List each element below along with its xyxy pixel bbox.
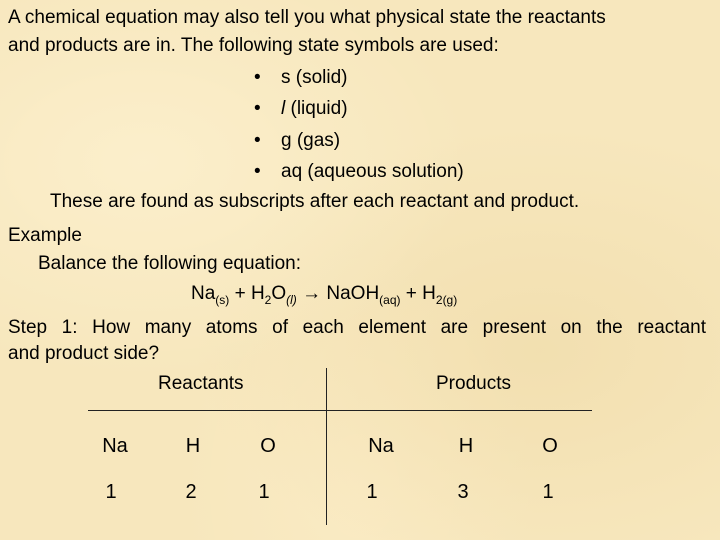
bullet: • — [254, 161, 261, 182]
symbol-solid: s (solid) — [281, 67, 348, 88]
state-subscript: (s) — [215, 293, 230, 307]
symbol-aqueous: aq (aqueous solution) — [281, 161, 464, 182]
product-element: H — [458, 435, 474, 457]
bullet: • — [254, 130, 261, 151]
reactant-element: Na — [102, 435, 128, 457]
product-element: Na — [368, 435, 394, 457]
product-count: 3 — [457, 481, 469, 503]
products-header: Products — [436, 373, 511, 394]
state-subscript: (aq) — [379, 293, 401, 307]
arrow-icon: → — [296, 283, 327, 304]
reactant-count: 1 — [105, 481, 117, 503]
symbol-gas: g (gas) — [281, 130, 341, 151]
reactant-element: O — [260, 435, 276, 457]
plus-h: + H — [229, 283, 265, 304]
reactant-element: H — [185, 435, 201, 457]
reactant-na: Na — [191, 283, 216, 304]
example-heading: Example — [8, 225, 82, 246]
intro-line-1: A chemical equation may also tell you what physical state the reactants — [8, 7, 606, 28]
oxygen: O — [271, 283, 287, 304]
intro-line-2: and products are in. The following state symbols are used: — [8, 35, 499, 56]
step1-line-1: Step 1: How many atoms of each element are present on the reactant — [8, 317, 706, 338]
reactants-header: Reactants — [158, 373, 244, 394]
step1-line-2: and product side? — [8, 343, 160, 364]
state-subscript: (l) — [286, 293, 297, 307]
chemical-equation — [191, 283, 457, 306]
plus-h: + H — [400, 283, 436, 304]
reactant-count: 2 — [185, 481, 197, 503]
product-count: 1 — [542, 481, 554, 503]
bullet: • — [254, 98, 261, 119]
reactant-count: 1 — [258, 481, 270, 503]
product-naoh: NaOH — [326, 283, 380, 304]
product-element: O — [542, 435, 558, 457]
table-horizontal-divider — [88, 410, 592, 411]
h2-subscript: 2 — [264, 293, 272, 307]
state-subscript: 2(g) — [435, 293, 458, 307]
product-count: 1 — [366, 481, 378, 503]
subscript-note: These are found as subscripts after each reactant and product. — [50, 191, 580, 212]
table-vertical-divider — [326, 368, 327, 525]
bullet: • — [254, 67, 261, 88]
example-instruction: Balance the following equation: — [38, 253, 302, 274]
symbol-liquid: l (liquid) — [281, 98, 348, 119]
